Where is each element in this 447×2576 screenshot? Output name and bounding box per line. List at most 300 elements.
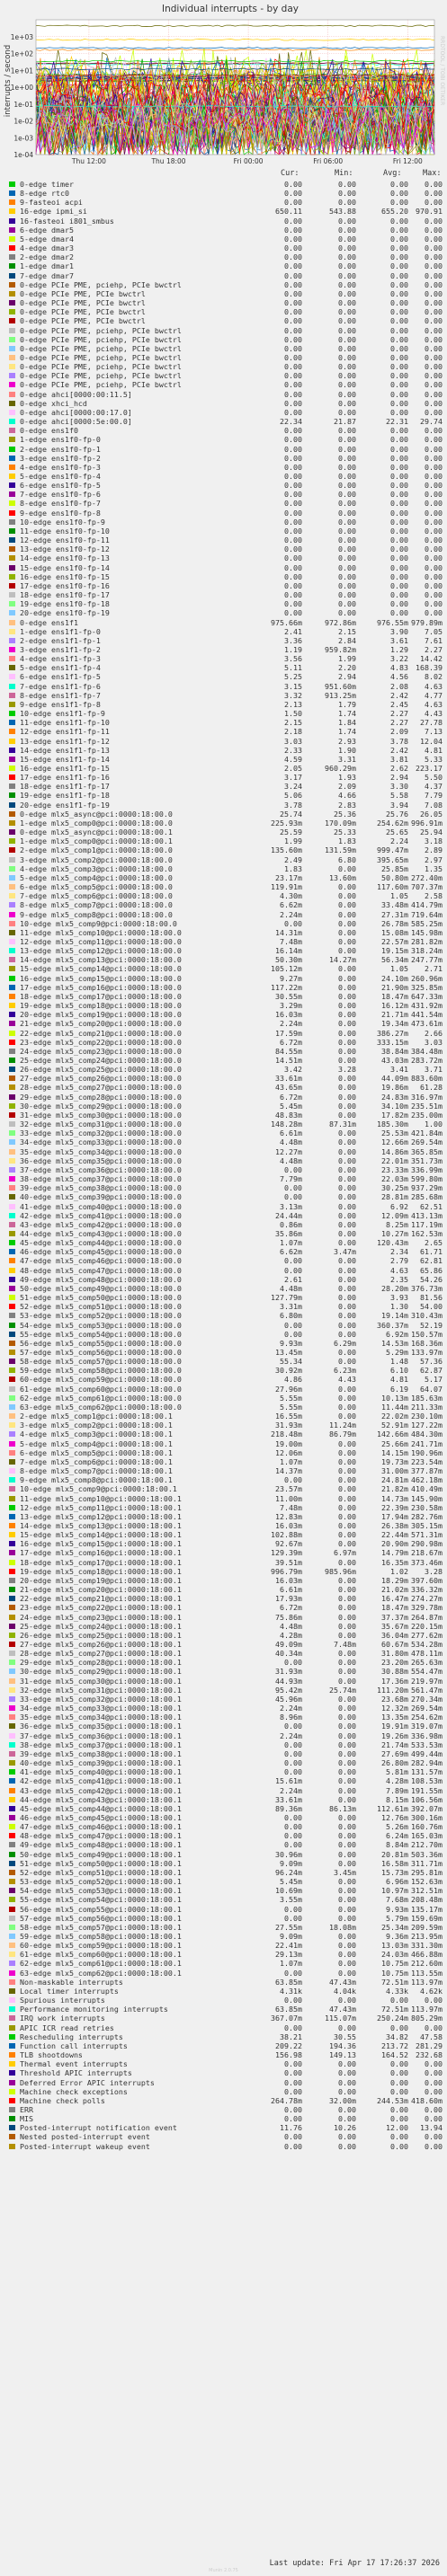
legend-cur-value: 0.00 <box>284 1913 302 1923</box>
legend-avg-value: 3.30 <box>390 782 408 792</box>
legend-cur-value: 0.00 <box>284 243 302 253</box>
legend-avg-value: 185.30m <box>377 1120 408 1129</box>
legend-swatch <box>9 382 15 387</box>
legend-series-name: 44-edge mlx5_comp43@pci:0000:18:00.0 <box>20 1228 182 1238</box>
legend-avg-value: 22.31 <box>386 417 408 427</box>
legend-max-value: 260.96m <box>411 973 443 983</box>
legend-cur-value: 12.83m <box>275 1511 302 1521</box>
legend-swatch <box>9 1332 15 1337</box>
legend-series-name: 61-edge mlx5_comp60@pci:0000:18:00.1 <box>20 1950 182 1960</box>
legend-series-name: 48-edge mlx5_comp47@pci:0000:18:00.0 <box>20 1265 182 1275</box>
legend-row <box>0 1047 447 1056</box>
legend-cur-value: 0.00 <box>284 508 302 518</box>
legend-min-value: 0.00 <box>338 1511 356 1521</box>
legend-row <box>0 2005 447 2014</box>
legend-max-value: 81.56 <box>420 1293 443 1303</box>
legend-max-value: 0.00 <box>425 398 443 408</box>
legend-swatch <box>9 491 15 497</box>
legend-cur-value: 44.93m <box>275 1676 302 1686</box>
legend-series-name: TLB shootdowns <box>20 2050 83 2060</box>
legend-series-name: 20-edge ens1f0-fp-19 <box>20 608 110 618</box>
legend-cur-value: 0.00 <box>284 444 302 454</box>
legend-swatch <box>9 1441 15 1447</box>
legend-row <box>0 1850 447 1859</box>
legend-avg-value: 15.08m <box>381 927 408 937</box>
legend-series-name: 52-edge mlx5_comp51@pci:0000:18:00.1 <box>20 1867 182 1877</box>
legend-swatch <box>9 555 15 561</box>
legend-series-name: 5-edge mlx5_comp4@pci:0000:18:00.0 <box>20 872 173 882</box>
legend-series-name: Nested posted-interrupt event <box>20 2132 150 2142</box>
legend-row <box>0 1704 447 1713</box>
legend-max-value: 0.00 <box>425 2077 443 2087</box>
legend-row <box>0 1613 447 1622</box>
legend-max-value: 0.00 <box>425 307 443 317</box>
legend-series-name: Performance monitoring interrupts <box>20 2005 168 2014</box>
legend-avg-value: 6.19 <box>390 1384 408 1394</box>
legend-row <box>0 1923 447 1932</box>
legend-swatch <box>9 866 15 872</box>
legend-swatch <box>9 1596 15 1601</box>
legend-row <box>0 1713 447 1722</box>
legend-swatch <box>9 500 15 506</box>
legend-min-value: 0.00 <box>338 946 356 956</box>
y-tick-label: 1e-03 <box>13 134 33 143</box>
legend-series-name: 52-edge mlx5_comp51@pci:0000:18:00.0 <box>20 1302 182 1312</box>
legend-swatch <box>9 1615 15 1620</box>
legend-min-value: 0.00 <box>338 1694 356 1704</box>
legend-avg-value: 22.39m <box>381 1502 408 1512</box>
legend-cur-value: 9.93m <box>280 1338 302 1348</box>
legend-row <box>0 454 447 463</box>
legend-swatch <box>9 1633 15 1638</box>
legend-row <box>0 700 447 709</box>
legend-min-value: 0.00 <box>338 1164 356 1174</box>
legend-avg-value: 56.34m <box>381 955 408 965</box>
legend-avg-value: 18.29m <box>381 1575 408 1585</box>
legend-swatch <box>9 1413 15 1419</box>
legend-series-name: 0-edge PCIe PME, PCIe bwctrl <box>20 298 146 308</box>
legend-cur-value: 92.67m <box>275 1539 302 1549</box>
legend-avg-value: 23.20m <box>381 1658 408 1668</box>
legend-swatch <box>9 236 15 242</box>
legend-avg-value: 0.00 <box>390 189 408 199</box>
legend-swatch <box>9 392 15 397</box>
legend-min-value: 0.00 <box>338 1621 356 1631</box>
legend-swatch <box>9 1012 15 1017</box>
legend-series-name: 8-edge rtc0 <box>20 189 69 199</box>
legend-row <box>0 2114 447 2123</box>
legend-avg-value: 395.65m <box>377 854 408 864</box>
legend-avg-value: 8.15m <box>386 1794 408 1804</box>
x-tick-label: Thu 12:00 <box>71 157 106 165</box>
legend-avg-value: 4.63 <box>390 1265 408 1275</box>
legend-swatch <box>9 1797 15 1802</box>
legend-row <box>0 289 447 298</box>
legend-swatch <box>9 309 15 314</box>
legend-min-value: 0.00 <box>338 2086 356 2096</box>
legend-min-value: 194.36 <box>329 2040 356 2050</box>
legend-cur-value: 0.00 <box>284 1722 302 1731</box>
legend-swatch <box>9 912 15 917</box>
legend-min-value: 0.00 <box>338 407 356 417</box>
legend-cur-value: 6.72m <box>280 1603 302 1613</box>
legend-swatch <box>9 1852 15 1857</box>
legend-series-name: 43-edge mlx5_comp42@pci:0000:18:00.1 <box>20 1785 182 1795</box>
legend-series-name: 0-edge ahci[0000:5e:00.0] <box>20 417 132 427</box>
legend-series-name: 2-edge ens1f1-fp-1 <box>20 635 101 645</box>
legend-max-value: 212.70m <box>411 1840 443 1850</box>
legend-row <box>0 1439 447 1448</box>
legend-min-value: 0.00 <box>338 909 356 919</box>
legend-cur-value: 1.83 <box>284 863 302 873</box>
legend-swatch <box>9 1979 15 1985</box>
legend-swatch <box>9 2043 15 2049</box>
legend-swatch <box>9 1997 15 2003</box>
legend-avg-value: 12.00 <box>386 2123 408 2133</box>
legend-max-value: 57.36 <box>420 1357 443 1367</box>
legend-cur-value: 0.00 <box>284 526 302 536</box>
legend-max-value: 0.00 <box>425 380 443 390</box>
legend-max-value: 12.04 <box>420 736 443 746</box>
legend-min-value: 0.00 <box>338 1594 356 1604</box>
legend-row <box>0 1740 447 1749</box>
legend-avg-value: 0.00 <box>390 571 408 581</box>
legend-cur-value: 0.00 <box>284 389 302 399</box>
x-tick-label: Fri 12:00 <box>392 157 423 165</box>
legend-row <box>0 243 447 252</box>
legend-cur-value: 16.55m <box>275 1412 302 1421</box>
legend-swatch <box>9 665 15 670</box>
legend-row <box>0 1859 447 1868</box>
legend-row <box>0 782 447 791</box>
legend-swatch <box>9 1569 15 1574</box>
legend-avg-value: 2.34 <box>390 1247 408 1257</box>
legend-series-name: 9-edge mlx5_comp8@pci:0000:18:00.1 <box>20 1475 173 1485</box>
legend-row <box>0 536 447 544</box>
legend-cur-value: 148.28m <box>271 1120 302 1129</box>
legend-avg-value: 6.92 <box>390 1201 408 1211</box>
y-tick-label: 1e+02 <box>10 49 33 58</box>
legend-max-value: 113.97m <box>411 1977 443 1987</box>
legend-row <box>0 1567 447 1576</box>
legend-row <box>0 1120 447 1129</box>
legend-swatch <box>9 437 15 442</box>
legend-series-name: Posted-interrupt wakeup event <box>20 2141 150 2151</box>
legend-cur-value: 25.74 <box>280 809 302 819</box>
legend-max-value: 0.00 <box>425 2023 443 2032</box>
legend-avg-value: 4.56 <box>390 672 408 682</box>
legend-avg-value: 0.00 <box>390 490 408 500</box>
legend-max-value: 212.60m <box>411 1959 443 1969</box>
legend-cur-value: 0.00 <box>284 343 302 353</box>
legend-cur-value: 650.11 <box>275 207 302 217</box>
legend-series-name: 31-edge mlx5_comp30@pci:0000:18:00.1 <box>20 1676 182 1686</box>
legend-cur-value: 0.86m <box>280 1219 302 1229</box>
legend-row <box>0 992 447 1001</box>
legend-series-name: 21-edge mlx5_comp20@pci:0000:18:00.0 <box>20 1019 182 1029</box>
legend-avg-value: 27.31m <box>381 909 408 919</box>
legend-swatch <box>9 629 15 634</box>
legend-swatch <box>9 1742 15 1748</box>
legend-avg-value: 0.00 <box>390 362 408 372</box>
legend-cur-value: 105.12m <box>271 964 302 974</box>
legend-cur-value: 218.48m <box>271 1430 302 1439</box>
legend-row <box>0 1138 447 1146</box>
legend-row <box>0 1548 447 1557</box>
legend-cur-value: 11.76 <box>280 2123 302 2133</box>
legend-avg-value: 10.27m <box>381 1228 408 1238</box>
legend-swatch <box>9 921 15 926</box>
legend-swatch <box>9 410 15 415</box>
legend-avg-value: 1.05 <box>390 891 408 901</box>
legend-swatch <box>9 1249 15 1254</box>
legend-avg-value: 0.00 <box>390 462 408 472</box>
legend-swatch <box>9 1605 15 1610</box>
legend-swatch <box>9 1879 15 1884</box>
legend-max-value: 503.36m <box>411 1849 443 1859</box>
legend-avg-value: 4.33k <box>386 1986 408 1996</box>
legend-swatch <box>9 783 15 789</box>
legend-avg-value: 0.00 <box>390 316 408 326</box>
legend-max-value: 254.62m <box>411 1713 443 1722</box>
legend-row <box>0 518 447 527</box>
legend-cur-value: 0.00 <box>284 1904 302 1914</box>
legend-min-value: 2.84 <box>338 635 356 645</box>
legend-max-value: 329.78m <box>411 1603 443 1613</box>
legend-avg-value: 28.20m <box>381 1283 408 1293</box>
legend-avg-value: 0.00 <box>390 279 408 289</box>
legend-max-value: 0.00 <box>425 562 443 572</box>
legend-cur-value: 0.00 <box>284 180 302 189</box>
legend-max-value: 0.00 <box>425 580 443 590</box>
legend-header-max: Max: <box>423 169 442 178</box>
legend-avg-value: 21.74m <box>381 1739 408 1749</box>
legend-min-value: 0.00 <box>338 1238 356 1248</box>
legend-min-value: 0.00 <box>338 2068 356 2078</box>
legend-series-name: 15-edge mlx5_comp14@pci:0000:18:00.0 <box>20 964 182 974</box>
legend-series-name: 0-edge PCIe PME, pciehp, PCIe bwctrl <box>20 325 182 335</box>
legend-avg-value: 0.00 <box>390 198 408 208</box>
legend-max-value: 376.73m <box>411 1283 443 1293</box>
legend-min-value: 0.00 <box>338 1357 356 1367</box>
legend-min-value: 1.99 <box>338 654 356 664</box>
legend-row <box>0 1165 447 1174</box>
legend-row <box>0 1749 447 1758</box>
legend-series-name: 2-edge mlx5_comp1@pci:0000:18:00.0 <box>20 845 173 855</box>
legend-avg-value: 21.90m <box>381 982 408 992</box>
legend-series-name: 11-edge mlx5_comp10@pci:0000:18:00.0 <box>20 927 182 937</box>
legend-cur-value: 2.61 <box>284 1274 302 1284</box>
legend-series-name: 19-edge ens1f1-fp-18 <box>20 791 110 801</box>
legend-cur-value: 2.05 <box>284 764 302 773</box>
legend-max-value: 336.98m <box>411 1731 443 1740</box>
legend-max-value: 0.00 <box>425 180 443 189</box>
legend-swatch <box>9 1149 15 1155</box>
legend-cur-value: 0.00 <box>284 1329 302 1339</box>
legend-min-value: 0.00 <box>338 1812 356 1822</box>
legend-avg-value: 18.47m <box>381 991 408 1001</box>
legend-max-value: 441.54m <box>411 1010 443 1020</box>
legend-avg-value: 0.00 <box>390 234 408 243</box>
legend-max-value: 272.40m <box>411 872 443 882</box>
legend-row <box>0 1083 447 1092</box>
legend-max-value: 2.27 <box>425 644 443 654</box>
legend-series-name: 41-edge mlx5_comp40@pci:0000:18:00.1 <box>20 1767 182 1777</box>
legend-swatch <box>9 1961 15 1966</box>
legend-series-name: 16-edge ipmi_si <box>20 207 87 217</box>
legend-avg-value: 4.83 <box>390 663 408 673</box>
legend-min-value: 4.66 <box>338 791 356 801</box>
legend-swatch <box>9 930 15 935</box>
legend-avg-value: 18.47m <box>381 1603 408 1613</box>
legend-cur-value: 0.00 <box>284 1192 302 1202</box>
legend-series-name: 54-edge mlx5_comp53@pci:0000:18:00.1 <box>20 1886 182 1896</box>
legend-max-value: 996.91m <box>411 818 443 828</box>
legend-min-value: 0.00 <box>338 1283 356 1293</box>
legend-series-name: 38-edge mlx5_comp37@pci:0000:18:00.1 <box>20 1739 182 1749</box>
legend-row <box>0 964 447 973</box>
legend-max-value: 707.37m <box>411 882 443 892</box>
legend-row <box>0 1001 447 1010</box>
legend-cur-value: 0.00 <box>284 1767 302 1777</box>
legend-row <box>0 2078 447 2087</box>
legend-min-value: 0.00 <box>338 1731 356 1740</box>
legend-series-name: 6-edge ens1f1-fp-5 <box>20 672 101 682</box>
legend-min-value: 0.00 <box>338 553 356 563</box>
legend-series-name: 2-edge ens1f0-fp-1 <box>20 444 101 454</box>
legend-swatch <box>9 1323 15 1328</box>
legend-row <box>0 1192 447 1201</box>
legend-avg-value: 0.00 <box>390 499 408 509</box>
legend-min-value: 0.00 <box>338 234 356 243</box>
legend-row <box>0 509 447 518</box>
legend-avg-value: 8.25m <box>386 1219 408 1229</box>
legend-avg-value: 0.00 <box>390 288 408 298</box>
legend-row <box>0 1969 447 1978</box>
legend-max-value: 316.97m <box>411 1092 443 1102</box>
legend-avg-value: 7.89m <box>386 1785 408 1795</box>
legend-max-value: 285.68m <box>411 1192 443 1202</box>
legend-row <box>0 1804 447 1813</box>
legend-series-name: 0-edge PCIe PME, pciehp, PCIe bwctrl <box>20 334 182 344</box>
legend-swatch <box>9 902 15 907</box>
legend-series-name: 0-edge mlx5_async@pci:0000:18:00.1 <box>20 828 173 837</box>
legend-min-value: 0.00 <box>338 1447 356 1457</box>
legend-max-value: 113.55m <box>411 1968 443 1978</box>
legend-avg-value: 254.62m <box>377 818 408 828</box>
legend-swatch <box>9 1222 15 1227</box>
legend-cur-value: 55.34 <box>280 1357 302 1367</box>
legend-cur-value: 0.00 <box>284 1739 302 1749</box>
legend-row <box>0 845 447 854</box>
legend-avg-value: 14.86m <box>381 1146 408 1156</box>
legend-avg-value: 22.02m <box>381 1412 408 1421</box>
legend-avg-value: 111.20m <box>377 1685 408 1695</box>
legend-min-value: 0.00 <box>338 1074 356 1084</box>
legend-min-value: 0.00 <box>338 1585 356 1595</box>
legend-max-value: 2.58 <box>425 891 443 901</box>
legend-series-name: 45-edge mlx5_comp44@pci:0000:18:00.1 <box>20 1803 182 1813</box>
legend-min-value: 25.33 <box>334 828 356 837</box>
legend-row <box>0 1111 447 1120</box>
legend-series-name: 60-edge mlx5_comp59@pci:0000:18:00.0 <box>20 1375 182 1385</box>
legend-cur-value: 9.09m <box>280 1932 302 1941</box>
legend-avg-value: 244.53m <box>377 2095 408 2105</box>
legend-cur-value: 14.37m <box>275 1466 302 1476</box>
legend-cur-value: 0.00 <box>284 2114 302 2124</box>
legend-min-value: 0.00 <box>338 1274 356 1284</box>
legend-series-name: 26-edge mlx5_comp25@pci:0000:18:00.0 <box>20 1065 182 1075</box>
legend-series-name: 33-edge mlx5_comp32@pci:0000:18:00.1 <box>20 1694 182 1704</box>
legend-row <box>0 654 447 663</box>
legend-max-value: 7.08 <box>425 800 443 810</box>
legend-swatch <box>9 1176 15 1182</box>
legend-max-value: 165.03m <box>411 1831 443 1841</box>
legend-series-name: 12-edge ens1f0-fp-11 <box>20 536 110 545</box>
legend-max-value: 219.97m <box>411 1676 443 1686</box>
legend-cur-value: 17.59m <box>275 1028 302 1038</box>
legend-min-value: 2.83 <box>338 800 356 810</box>
legend-max-value: 230.58m <box>411 1502 443 1512</box>
legend-max-value: 377.87m <box>411 1466 443 1476</box>
legend-avg-value: 0.00 <box>390 2086 408 2096</box>
legend-cur-value: 2.15 <box>284 718 302 728</box>
legend-swatch <box>9 465 15 470</box>
legend-min-value: 0.00 <box>338 1739 356 1749</box>
legend-min-value: 30.55 <box>334 2032 356 2041</box>
legend-series-name: 15-edge mlx5_comp14@pci:0000:18:00.1 <box>20 1530 182 1540</box>
legend-cur-value: 2.24m <box>280 1731 302 1740</box>
legend-avg-value: 2.45 <box>390 699 408 709</box>
legend-max-value: 647.33m <box>411 991 443 1001</box>
legend-max-value: 392.07m <box>411 1803 443 1813</box>
legend-cur-value: 0.00 <box>284 2077 302 2087</box>
legend-row <box>0 1366 447 1375</box>
legend-row <box>0 1038 447 1047</box>
legend-min-value: 10.26 <box>334 2123 356 2133</box>
legend-max-value: 0.00 <box>425 508 443 518</box>
legend-avg-value: 0.00 <box>390 444 408 454</box>
legend-avg-value: 0.00 <box>390 553 408 563</box>
legend-max-value: 0.00 <box>425 298 443 308</box>
legend-swatch <box>9 638 15 643</box>
legend-min-value: 21.87 <box>334 417 356 427</box>
legend-cur-value: 0.00 <box>284 599 302 609</box>
legend-max-value: 384.48m <box>411 1046 443 1056</box>
x-tick-label: Thu 18:00 <box>151 157 186 165</box>
legend-cur-value: 2.49 <box>284 854 302 864</box>
legend-avg-value: 164.52 <box>381 2050 408 2060</box>
legend-series-name: 10-edge mlx5_comp9@pci:0000:18:00.0 <box>20 918 177 928</box>
legend-series-name: 0-edge ens1f0 <box>20 426 78 436</box>
legend-cur-value: 0.00 <box>284 1831 302 1841</box>
legend-row <box>0 1978 447 1987</box>
legend-min-value: 0.00 <box>338 298 356 308</box>
y-tick-label: 1e-01 <box>13 100 33 109</box>
legend-avg-value: 2.09 <box>390 727 408 737</box>
legend-min-value: 170.09m <box>325 818 356 828</box>
legend-series-name: 9-edge ens1f1-fp-8 <box>20 699 101 709</box>
legend-series-name: 29-edge mlx5_comp28@pci:0000:18:00.0 <box>20 1092 182 1102</box>
legend-avg-value: 34.82 <box>386 2032 408 2041</box>
legend-series-name: 20-edge mlx5_comp19@pci:0000:18:00.0 <box>20 1010 182 1020</box>
legend-series-name: 0-edge ahci[0000:00:17.0] <box>20 407 132 417</box>
legend-cur-value: 15.61m <box>275 1776 302 1786</box>
legend-max-value: 208.48m <box>411 1895 443 1905</box>
legend-cur-value: 14.31m <box>275 927 302 937</box>
legend-series-name: 11-edge mlx5_comp10@pci:0000:18:00.1 <box>20 1493 182 1503</box>
legend-row <box>0 1330 447 1339</box>
